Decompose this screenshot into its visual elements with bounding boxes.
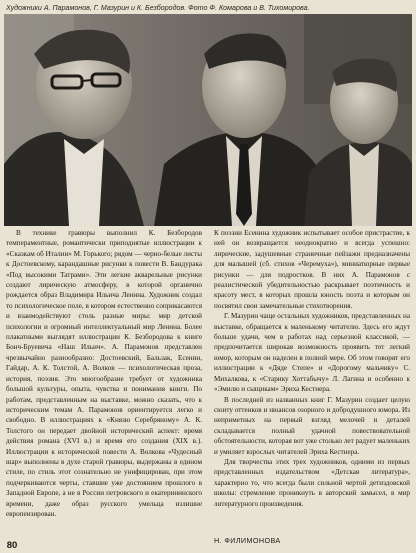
article-column-right [214, 228, 410, 534]
photo-caption: Художники А. Парамонов, Г. Мазурин и К. Безбородов. Фото Ф. Комарова и В. Тихомирова. [6, 4, 310, 12]
article-column-left [6, 228, 202, 534]
article-paragraph: В последней из названных книг Г. Мазурин создает целую сюиту оттенков и нюансов озорного и добродушного юмора. Из неприметных на первый взгляд мелочей и деталей складывается полный удачной повествовательной обстоятельности, которая вот уже столько лет радует маленьких и умиляет взрослых читателей Эриха Кестнера. [214, 395, 410, 456]
article-paragraph: В технике гравюры выполнил К. Безбородов темпераментные, романтически приподнятые иллюстрации к «Сказкам об Италии» М. Горького; рядом — черно-белые листы к Достоевскому, карандашные рисунки к повести В. Бандурака «Под высокими Татрами». Эти легкие акварельные рисунки создают лирическую атмосферу, в которой органично рождается образ Владимира Ильича Ленина. Художник создал то психологическое поле, в котором естественно соприкасаются и взаимодействуют столь разные миры: мир детской психологии и огромный интеллектуальный мир Ленина. Более плакатными выглядят иллюстрации К. Безбородова к книге Бонч-Бруевича «Наш Ильич». А. Парамонов представлен чрезвычайно разнообразно: Достоевский, Бальзак, Есенин, Гайдар, А. К. Толстой, А. Волков — психологическая проза, история, поэзия. Это многообразие требует от художника большой культуры, опыта, чувства и понимания книги. По работам, представленным на выставке, можно сказать, что к историческим темам А. Парамонов ориентируется легко и свободно. В иллюстрациях к «Князю Серебряному» А. К. Толстого он передает двойной исторический аспект: время действия романа (XVI в.) и время его создания (XIX в.). Иллюстрации к исторической повести А. Волкова «Чудесный шар» выполнены в духе старой гравюры, выдержаны в едином стиле, по стиль этот сознательно не унифицирован, при этом подчеркиваются черты, ставшие уже достоянием прошлого в Западной Европе, а не в России петровского и екатерининского времени, даже образ русского умельца излишне европеизирован. [6, 229, 202, 518]
article-paragraph: К поэзии Есенина художник испытывает особое пристрастие, к ней он возвращается неоднократно и всегда успешно: лирические, задушевные страничные пейзажи предназначены для малышей (сб. стихов «Черемуха»), миниатюрные первые рисунки — для подростков. В них А. Парамонов с реалистической убедительностью раскрывает поэтичность и красоту мест, в которых прошла юность поэта и которым он посвятил свои замечательные стихотворения. [214, 229, 410, 310]
photo-portrait [4, 14, 412, 226]
article-paragraph: Г. Мазурин чаще остальных художников, представленных на выставке, обращается к маленькому читателю. Здесь его ждут больше удачи, чем в работах над серьезной классикой, — предпочитается широкая возможность проявить тот легкий юмор, которым он наделен в полной мере. Об этом говорят его иллюстрации к «Дяде Степе» и «Дорогому мальчику» С. Михалкова, к «Старику Хоттабычу» Л. Лагина и особенно к «Эмилю и сыщикам» Эриха Кестнера. [214, 312, 410, 394]
photo-portrait-three-artists-icon [4, 14, 412, 226]
author-signature: Н. ФИЛИМОНОВА [214, 536, 281, 545]
article-paragraph: Для творчества этих трех художников, одними из первых представленных издательством «Детская литература», характерно то, что всегда были сильной чертой детиздовской школы: стремление проникнуть в авторский замысел, в мир литературного произведения. [214, 457, 410, 508]
page-number: 80 [6, 540, 18, 551]
